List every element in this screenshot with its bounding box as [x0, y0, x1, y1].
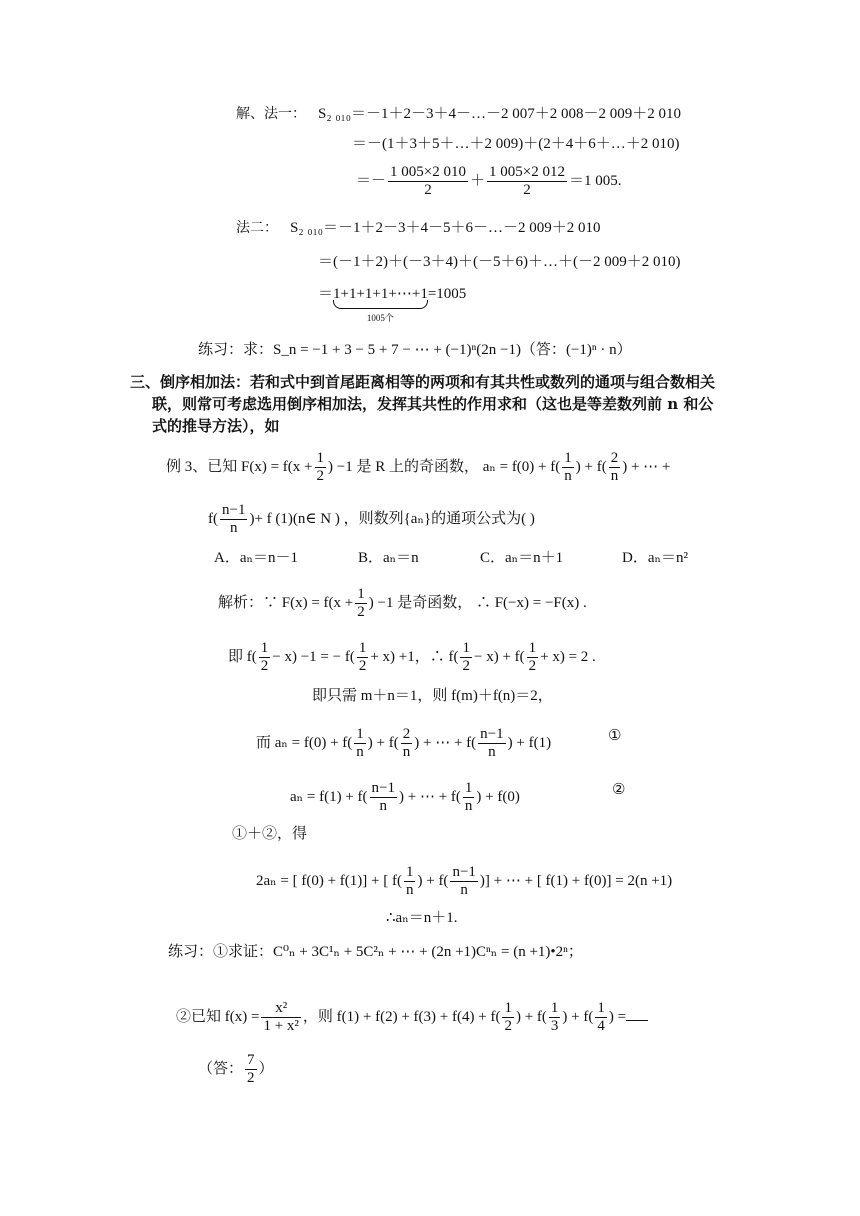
method1-label: 解、法一：	[236, 106, 306, 122]
sum-label: ①＋②，得	[232, 826, 308, 842]
fraction: $\frac{1}{3}$	[550, 1000, 559, 1034]
fraction: $\frac{1}{n}$	[356, 726, 364, 760]
fraction: $\frac{2}{n}$	[402, 726, 411, 760]
analysis-line2: 即 f( $\frac{1}{2}$ − x) −1 = − f( $\frac{1}{2}$ + x) +1，∴ f( $\frac{1}{2}$ − x) + f( $\frac{1}{2}$ + x) = 2 .	[228, 640, 596, 674]
equation-2: aₙ = f(1) + f( $\frac{n-1}{n}$ ) + ⋯ + f( $\frac{1}{n}$ ) + f(0)	[290, 780, 520, 814]
exercise2-answer: （答： $\frac{7}{2}$ ）	[198, 1052, 274, 1086]
option-d: D．aₙ＝n²	[622, 550, 688, 566]
exercise2-line1: 练习：①求证：C⁰ₙ + 3C¹ₙ + 5C²ₙ + ⋯ + (2n +1)Cⁿₙ = (n +1)•2ⁿ；	[168, 944, 583, 960]
result: ∴aₙ＝n＋1.	[386, 910, 458, 926]
fraction: $\frac{1}{2}$	[260, 640, 269, 674]
fraction: $\frac{n-1}{n}$	[480, 726, 504, 760]
fraction: $\frac{n-1}{n}$	[371, 780, 396, 814]
fraction: $\frac{1}{4}$	[597, 1000, 605, 1034]
example3-line1: 例 3、已知 F(x) = f(x + $\frac{1}{2}$ ) −1 是 R 上的奇函数， aₙ = f(0) + f( $\frac{1}{n}$ ) + f( $\frac{2}{n}$ ) + ⋯ +	[166, 450, 671, 484]
fraction: $\frac{7}{2}$	[247, 1052, 255, 1086]
fraction: $\frac{1 005\times 2 010}{2}$	[390, 164, 466, 198]
fraction: $\frac{1}{n}$	[405, 864, 414, 898]
fraction: $\frac{2}{n}$	[610, 450, 619, 484]
fraction: $\frac{1}{n}$	[464, 780, 473, 814]
fraction: $\frac{1}{2}$	[462, 640, 470, 674]
equation-1-tag: ①	[608, 728, 622, 744]
fraction: $\frac{1}{2}$	[504, 1000, 512, 1034]
section3-line1: 三、倒序相加法：若和式中到首尾距离相等的两项和有其共性或数列的通项与组合数相关	[130, 373, 716, 391]
fraction: $\frac{1}{2}$	[358, 640, 367, 674]
equation-2-tag: ②	[612, 782, 626, 798]
method2-line3: ＝1+1+1+1+⋯+1 1005个 =1005	[318, 286, 467, 323]
answer-blank	[626, 1008, 648, 1021]
fraction: $\frac{1}{n}$	[564, 450, 572, 484]
exercise1: 练习：求：S_n = −1 + 3 − 5 + 7 − ⋯ + (−1)ⁿ(2n −1)（答：(−1)ⁿ · n）	[198, 342, 632, 358]
fraction: $\frac{1 005\times 2 012}{2}$	[489, 164, 565, 198]
section3-line2: 联，则常可考虑选用倒序相加法，发挥其共性的作用求和（这也是等差数列前 n 和公	[152, 395, 714, 413]
fraction: $\frac{n-1}{n}$	[222, 502, 246, 536]
fraction: $\frac{1}{2}$	[357, 586, 365, 620]
option-c: C．aₙ＝n＋1	[480, 550, 564, 566]
fraction: $\frac{1}{2}$	[316, 450, 324, 484]
exercise2-line2: ②已知 f(x) = $\frac{\text{x²}}{\text{1 + x²}}$ ，则 f(1) + f(2) + f(3) + f(4) + f( $\frac{1}{2}$ ) + f( $\frac{1}{3}$ ) + f( $\frac{1}{4}$ ) =	[176, 1000, 648, 1035]
fraction: $\frac{\text{x²}}{\text{1 + x²}}$	[263, 1000, 299, 1034]
method1-line3: ＝－ $\frac{1 005\times 2 010}{2}$ ＋ $\frac{1 005\times 2 012}{2}$ ＝1 005.	[356, 164, 622, 198]
method2-label: 法二：	[236, 220, 278, 236]
equation-3: 2aₙ = [ f(0) + f(1)] + [ f( $\frac{1}{n}$ ) + f( $\frac{n-1}{n}$ )] + ⋯ + [ f(1) + f(0)] = 2(n +1)	[256, 864, 673, 898]
option-b: B．aₙ＝n	[358, 550, 419, 566]
method2-line2: ＝(－1＋2)＋(－3＋4)＋(－5＋6)＋…＋(－2 009＋2 010)	[318, 254, 681, 270]
fraction: $\frac{1}{2}$	[528, 640, 537, 674]
analysis-line3: 即只需 m＋n＝1，则 f(m)＋f(n)＝2，	[312, 688, 553, 704]
example3-line2: f( $\frac{n-1}{n}$ )+ f (1)(n∈ N ) ，则数列{aₙ}的通项公式为( )	[208, 502, 535, 536]
option-a: A．aₙ＝n－1	[214, 550, 298, 566]
analysis-line1: 解析：∵ F(x) = f(x + $\frac{1}{2}$ ) −1 是奇函数， ∴ F(−x) = −F(x) .	[218, 586, 587, 620]
fraction: $\frac{n-1}{n}$	[452, 864, 476, 898]
method1-line1: S₂ ₀₁₀＝－1＋2－3＋4－…－2 007＋2 008－2 009＋2 010	[318, 106, 682, 122]
underbrace: 1+1+1+1+⋯+1 1005个	[333, 286, 428, 323]
method1-line2: ＝－(1＋3＋5＋…＋2 009)＋(2＋4＋6＋…＋2 010)	[352, 136, 680, 152]
equation-1: 而 aₙ = f(0) + f( $\frac{1}{n}$ ) + f( $\frac{2}{n}$ ) + ⋯ + f( $\frac{n-1}{n}$ ) + f(1)	[256, 726, 552, 760]
method2-line1: S₂ ₀₁₀＝－1＋2－3＋4－5＋6－…－2 009＋2 010	[290, 220, 601, 236]
section3-line3: 式的推导方法），如	[152, 417, 280, 435]
